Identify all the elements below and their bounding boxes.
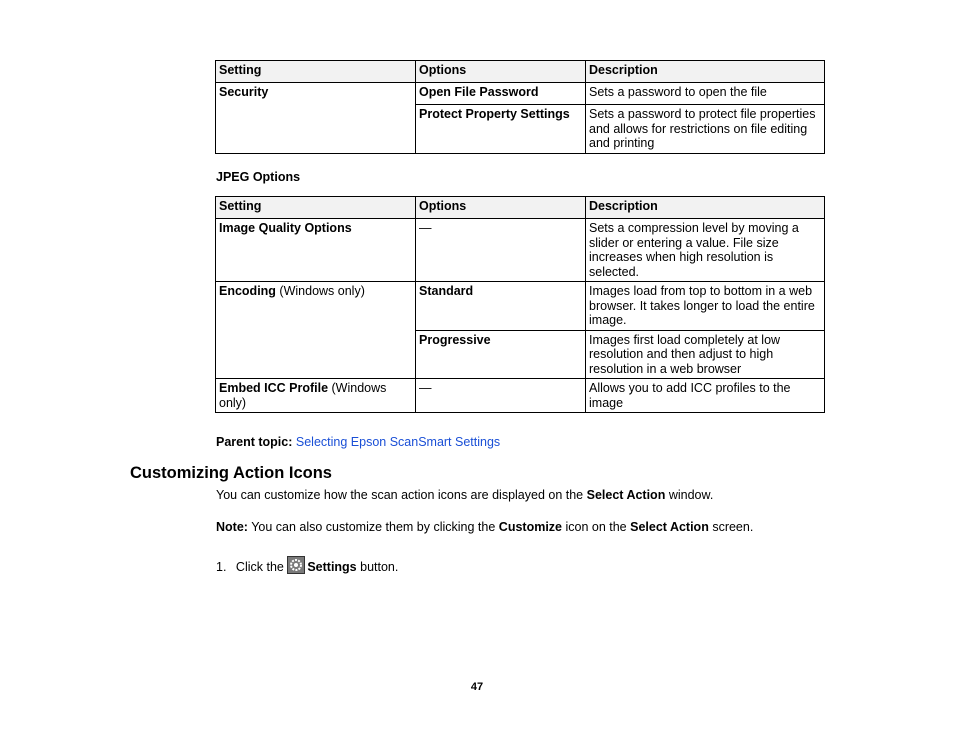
- table-row: [216, 219, 825, 282]
- option-open-file-password: Open File Password: [416, 83, 586, 105]
- step-text-end: button.: [356, 560, 399, 574]
- note-label: Note:: [216, 520, 248, 534]
- header-description: Description: [586, 197, 825, 219]
- setting-security: Security: [216, 83, 416, 154]
- option-standard: Standard: [416, 282, 586, 331]
- table-header-row: [216, 61, 825, 83]
- header-setting: Setting: [216, 197, 416, 219]
- parent-topic-label: Parent topic:: [216, 435, 293, 449]
- section-title: Customizing Action Icons: [130, 464, 332, 482]
- intro-text: You can customize how the scan action icons are displayed on the: [216, 488, 587, 502]
- header-options: Options: [416, 61, 586, 83]
- header-description: Description: [586, 61, 825, 83]
- jpeg-options-heading: JPEG Options: [216, 170, 301, 184]
- option-cell: —: [416, 379, 586, 413]
- note-text-mid: icon on the: [562, 520, 631, 534]
- note: [216, 520, 753, 535]
- header-setting: Setting: [216, 61, 416, 83]
- header-options: Options: [416, 197, 586, 219]
- description-cell: Images load from top to bottom in a web browser. It takes longer to load the entire image.: [586, 282, 825, 331]
- table-header-row: [216, 197, 825, 219]
- step-1: [216, 556, 398, 575]
- security-options-table: [215, 60, 825, 154]
- table-row: [216, 379, 825, 413]
- setting-encoding: [216, 282, 416, 379]
- step-number: 1.: [216, 560, 227, 574]
- intro-text-end: window.: [665, 488, 714, 502]
- description-cell: Sets a password to open the file: [586, 83, 825, 105]
- description-cell: Sets a password to protect file properties and allows for restrictions on file editing and printing: [586, 105, 825, 154]
- parent-topic: [216, 435, 500, 450]
- setting-encoding-name: Encoding: [219, 284, 276, 298]
- option-cell: —: [416, 219, 586, 282]
- table-row: [216, 282, 825, 331]
- setting-image-quality: Image Quality Options: [216, 219, 416, 282]
- table-row: [216, 83, 825, 105]
- description-cell: Allows you to add ICC profiles to the image: [586, 379, 825, 413]
- intro-bold: Select Action: [586, 488, 666, 502]
- page-number: 47: [470, 681, 484, 693]
- setting-embed-icc-name: Embed ICC Profile: [219, 381, 329, 395]
- note-text-end: screen.: [708, 520, 754, 534]
- gear-icon: [287, 556, 305, 574]
- note-select-action: Select Action: [630, 520, 709, 534]
- option-progressive: Progressive: [416, 330, 586, 379]
- setting-embed-icc: [216, 379, 416, 413]
- note-customize: Customize: [498, 520, 562, 534]
- jpeg-options-table: [215, 196, 825, 413]
- note-text: You can also customize them by clicking the: [247, 520, 499, 534]
- step-settings: Settings: [307, 560, 357, 574]
- step-text: Click the: [235, 560, 288, 574]
- description-cell: Sets a compression level by moving a slider or entering a value. File size increases when high resolution is selected.: [586, 219, 825, 282]
- option-protect-property-settings: Protect Property Settings: [416, 105, 586, 154]
- section-intro: [216, 488, 713, 503]
- setting-embed-icc-note: (Windows only): [219, 381, 387, 410]
- description-cell: Images first load completely at low resolution and then adjust to high resolution in a web browser: [586, 330, 825, 379]
- setting-encoding-note: (Windows only): [275, 284, 365, 298]
- parent-topic-link[interactable]: Selecting Epson ScanSmart Settings: [295, 435, 501, 449]
